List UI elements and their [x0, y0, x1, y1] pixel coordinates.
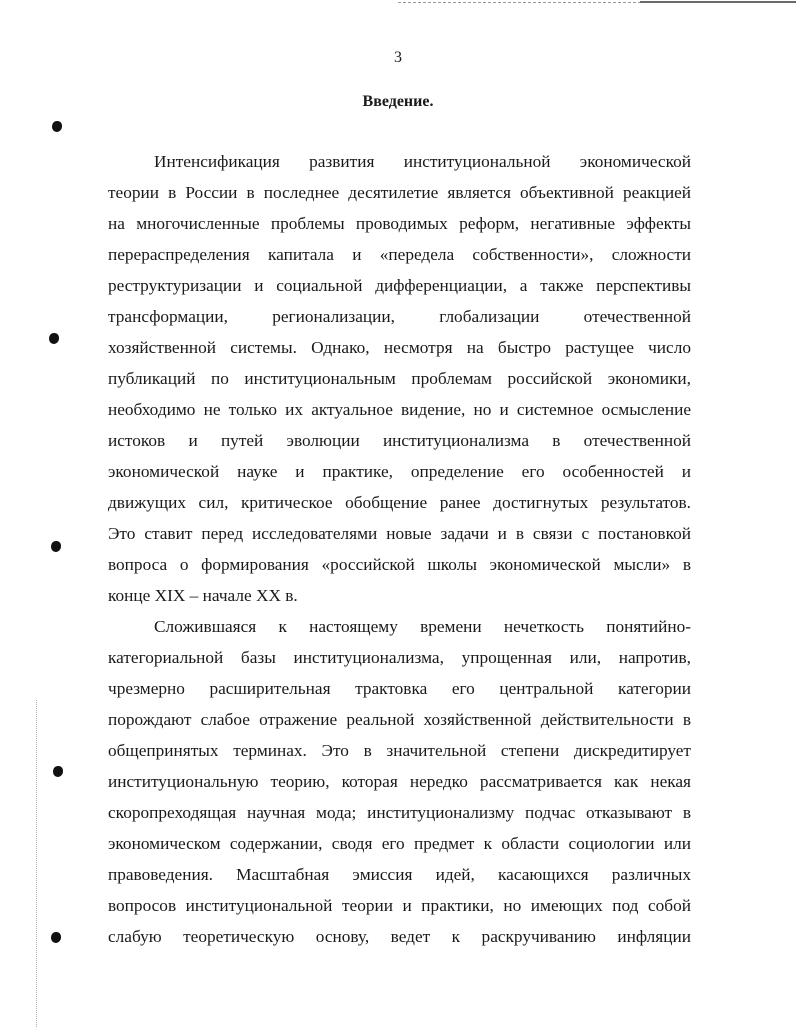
text-line: публикаций по институциональным проблемам российской экономики, [108, 369, 691, 388]
punch-hole-mark [49, 333, 59, 344]
text-line: Это ставит перед исследователями новые задачи и в связи с постановкой [108, 524, 691, 543]
punch-hole-mark [53, 766, 63, 777]
punch-hole-mark [52, 121, 62, 132]
text-line: Сложившаяся к настоящему времени нечеткость понятийно- [154, 617, 691, 636]
scan-left-margin-rule [36, 700, 37, 1027]
text-line: экономическом содержании, сводя его предмет к области социологии или [108, 834, 691, 853]
text-line: категориальной базы институционализма, упрощенная или, напротив, [108, 648, 691, 667]
text-line: хозяйственной системы. Однако, несмотря на быстро растущее число [108, 338, 691, 357]
text-line: перераспределения капитала и «передела собственности», сложности [108, 245, 691, 264]
page-number: 3 [394, 49, 402, 66]
text-line: трансформации, регионализации, глобализации отечественной [108, 307, 691, 326]
text-line: движущих сил, критическое обобщение ранее достигнутых результатов. [108, 493, 691, 512]
text-line: институциональную теорию, которая нередко рассматривается как некая [108, 772, 691, 791]
punch-hole-mark [51, 932, 61, 943]
text-line: истоков и путей эволюции институционализма в отечественной [108, 431, 691, 450]
text-line: Интенсификация развития институциональной экономической [154, 152, 691, 171]
text-line: правоведения. Масштабная эмиссия идей, касающихся различных [108, 865, 691, 884]
text-line: порождают слабое отражение реальной хозяйственной действительности в [108, 710, 691, 729]
section-title: Введение. [362, 93, 434, 110]
text-line: скоропреходящая научная мода; институционализму подчас отказывают в [108, 803, 691, 822]
text-line: реструктуризации и социальной дифференциации, а также перспективы [108, 276, 691, 295]
text-line: на многочисленные проблемы проводимых реформ, негативные эффекты [108, 214, 691, 233]
text-line: общепринятых терминах. Это в значительной степени дискредитирует [108, 741, 691, 760]
text-line: вопроса о формирования «российской школы экономической мысли» в [108, 555, 691, 574]
body-text [108, 150, 691, 956]
scan-top-edge [640, 1, 796, 3]
text-line: теории в России в последнее десятилетие является объективной реакцией [108, 183, 691, 202]
text-line: необходимо не только их актуальное видение, но и системное осмысление [108, 400, 691, 419]
punch-hole-mark [51, 541, 61, 552]
text-line: экономической науке и практике, определение его особенностей и [108, 462, 691, 481]
text-line: чрезмерно расширительная трактовка его центральной категории [108, 679, 691, 698]
text-line: конце XIX – начале XX в. [108, 586, 298, 605]
text-line: вопросов институциональной теории и практики, но имеющих под собой [108, 896, 691, 915]
text-line: слабую теоретическую основу, ведет к раскручиванию инфляции [108, 927, 691, 946]
